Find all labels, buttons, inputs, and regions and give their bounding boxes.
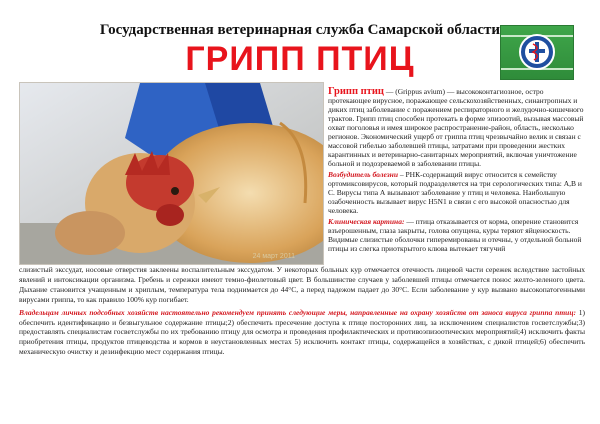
- full-width-text: [19, 265, 585, 357]
- agent-paragraph: [328, 170, 584, 215]
- main-title: ГРИПП ПТИЦ: [185, 40, 415, 78]
- clinical-label: Клиническая картина:: [328, 217, 405, 226]
- agent-text: – РНК-содержащий вирус относится к семейству ортомиксовирусов, который подразделяется на три серологических типа: А,В и С. Вирусы типа А вызывают заболевание у птиц и человека. Наибольшую озабоченность вызывает вирус H5N1 в связи с его высокой опасностью для человека.: [328, 170, 582, 215]
- logo-emblem-icon: [518, 32, 556, 72]
- intro-term: Грипп птиц: [328, 86, 384, 97]
- owners-text: 1) обеспечить идентификацию и безвыгульное содержание птицы;2) обеспечить пресечение доступа к птице посторонних лиц, за исключением специалистов госветслужбы;3) предоставлять специалистам госветслужбы по их требованию птицу для осмотра и проведения профилактических и противоэпизоотических мероприятий;4) исключить факты приобретения птицы, продуктов птицеводства и кормов в неустановленных местах 5) исключить контакт птицы, содержащейся в хозяйствах, с дикой птицей;6) обеспечить механическую очистку и дезинфекцию мест содержания птицы.: [19, 307, 585, 357]
- org-title: Государственная ветеринарная служба Самарской области: [99, 22, 501, 38]
- clinical-continued: слизистый экссудат, носовые отверстия заклеены воспалительным экссудатом. У некоторых больных кур отмечается отечность лицевой части сережек вследствие застойных явлений и интоксикации организма. Гребень и сережки имеют темно-фиолетовый цвет. В большинстве случаев у заболевшей птицы отмечается понос желто-зеленого цвета. Дыхание становится учащенным и хриплым, температура тела поднимается до 44°С, а перед падежом падает до 30°С. Если заболевание у кур вызвано высокопатогенными вирусами гриппа, то как правило 100% кур погибает.: [19, 265, 585, 304]
- owners-paragraph: [19, 308, 585, 358]
- clinical-paragraph: [328, 217, 584, 253]
- description-column: [328, 87, 584, 255]
- owners-label: Владельцам личных подсобных хозяйств настоятельно рекомендуем принять следующие меры, направленные на охрану хозяйств от заноса вируса гриппа птиц:: [19, 307, 577, 317]
- clinical-text-right: — птица отказывается от корма, оперение становится взъерошенным, глаза закрыты, голова опущена, куры теряют яйценоскость. Видимые слизистые оболочки гиперемированы и отечны, у отдельной больной птицы из слегка приоткрытого клюва вытекает тягучий: [328, 217, 582, 253]
- intro-paragraph: [328, 87, 584, 168]
- photo-date-stamp: 24 март 2011: [252, 253, 295, 260]
- agent-label: Возбудитель болезни: [328, 170, 398, 179]
- intro-text: — (Grippus avium) — высококонтагиозное, остро протекающее вирусное, поражающее сельскохозяйственных, синантропных и диких птиц заболевание с поражением респираторного и желудочно-кишечного трактов. Грипп птиц способен протекать в форме эпизоотий, вызывая массовый охват поголовья и имея широкое распространение-район, область, несколько регионов. Экономический ущерб от гриппа птиц чрезвычайно велик и связан с массовой гибелью заболевшей птицы, затратами при проведении жестких карантинных и ветеринарно-санитарных мероприятий, включая уничтожение больной и подозреваемой в заболевании птицы.: [328, 87, 584, 168]
- veterinary-service-logo: [500, 25, 574, 80]
- sick-chicken-photo: [19, 82, 324, 265]
